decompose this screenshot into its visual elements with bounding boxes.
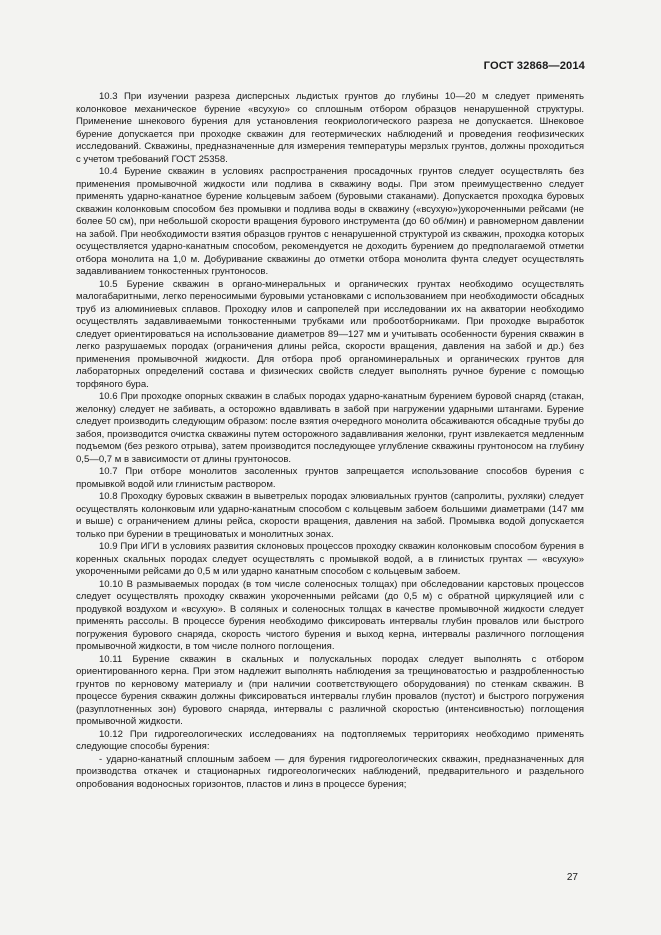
paragraph-10-9: 10.9 При ИГИ в условиях развития склоновых процессов проходку скважин колонковым способом бурения в коренных скальных породах следует осуществлять с промывкой водой, а в глинистых грунтах — «всухую» укороченными рейсами до 0,5 м или ударно канатным способом с кольцевым забоем. xyxy=(76,541,584,577)
standard-header: ГОСТ 32868—2014 xyxy=(483,60,585,72)
paragraph-10-12: 10.12 При гидрогеологических исследованиях на подтопляемых территориях необходимо применять следующие способы бурения: xyxy=(76,728,584,752)
list-item-drilling-method: - ударно-канатный сплошным забоем — для бурения гидрогеологических скважин, предназначенных для производства откачек и стационарных гидрогеологических наблюдений, предварительного и раздельного опробования водоносных горизонтов, пластов и линз в процессе бурения; xyxy=(76,753,584,790)
paragraph-10-10: 10.10 В размываемых породах (в том числе соленосных толщах) при обследовании карстовых процессов следует осуществлять проходку скважин укороченными рейсами (до 0,5 м) с обратной циркуляцией или с продувкой воздухом и «всухую». В соляных и соленосных толщах в качестве промывочной жидкости следует применять рассолы. В процессе бурения необходимо фиксировать интервалы глубин провалов или быстрого погружения бурового снаряда, скорость чистого бурения и выход керна, интервалы различного поглощения промывочной жидкости, в том числе полного поглощения. xyxy=(76,578,584,652)
paragraph-10-8: 10.8 Проходку буровых скважин в выветрелых породах элювиальных грунтов (сапролиты, рухляки) следует осуществлять колонковым или ударно-канатным способом с кольцевым забоем большими диаметрами (147 мм и выше) с ограничением длины рейса, скорости вращения, давления на забой. Промывка водой допускается только при бурении в трещиноватых и монолитных зонах. xyxy=(76,491,584,540)
paragraph-10-5: 10.5 Бурение скважин в органо-минеральных и органических грунтах необходимо осуществлять малогабаритными, легко переносимыми буровыми установками с использованием при необходимости обсадных труб из алюминиевых сплавов. Проходку илов и сапропелей при исследовании их на акватории необходимо осуществлять задавливаемыми тонкостенными трубками или пробоотборниками. При проходке выработок следует ориентироваться на использование диаметров 89—127 мм и учитывать особенности бурения скважин в легко разрушаемых породах (ограничения длины рейса, скорости вращения, давления на забой и др.) без применения промывочной жидкости. Для отбора проб органоминеральных и органических грунтов для лабораторных определений состава и физических свойств следует выполнять ручное бурение с помощью торфяного бура. xyxy=(76,278,584,390)
paragraph-10-11: 10.11 Бурение скважин в скальных и полускальных породах следует выполнять с отбором ориентированного керна. При этом надлежит выполнять наблюдения за трещиноватостью и раздробленностью грунтов по керновому материалу и (при наличии соответствующего оборудования) по стенкам скважин. В процессе бурения скважин должны фиксироваться интервалы глубин провалов (пустот) и быстрого погружения (разуплотненных зон) бурового снаряда, интервалы с различной скоростью (интенсивностью) поглощения промывочной жидкости. xyxy=(76,653,584,727)
paragraph-10-3: 10.3 При изучении разреза дисперсных льдистых грунтов до глубины 10—20 м следует применять колонковое механическое бурение «всухую» со сплошным отбором образцов ненарушенной структуры. Применение шнекового бурения для установления геокриологического разреза не допускается. Шнековое бурение допускается при проходке скважин для геотермических наблюдений и проведения геофизических исследований. Скважины, предназначенные для измерения температуры мерзлых грунтов, должны проходиться с учетом требований ГОСТ 25358. xyxy=(76,91,584,165)
paragraph-10-7: 10.7 При отборе монолитов засоленных грунтов запрещается использование способов бурения с промывкой водой или глинистым раствором. xyxy=(76,466,584,490)
paragraph-10-4: 10.4 Бурение скважин в условиях распространения просадочных грунтов следует осуществлять без применения промывочной жидкости или подлива в скважину воды. При этом преимущественно следует применять ударно-канатное бурение кольцевым забоем (буровыми стаканами). Допускается проходка буровых скважин колонковым способом без промывки и подлива воды в скважину («всухую»)укороченными рейсами (не более 50 см), при небольшой скорости вращения бурового инструмента (до 60 об/мин) и равномерном давлении на забой. При необходимости взятия образцов грунтов с ненарушенной структурой из скважин, проходка которых осуществляется ударно-канатным способом, рекомендуется не доходить бурением до предполагаемой отметки отбора монолита на 1,0 м. Добуривание скважины до отметки отбора монолита фунта следует осуществлять задавливанием тонкостенных грунтоносов. xyxy=(76,166,584,277)
paragraph-10-6: 10.6 При проходке опорных скважин в слабых породах ударно-канатным бурением буровой снаряд (стакан, желонку) следует не забивать, а осторожно вдавливать в забой при нагружении ударными штангами. Бурение следует производить следующим образом: после взятия очередного монолита обсаживаются обсадные трубы до забоя, производится очистка скважины путем осторожного задавливания желонки, грунт извлекается медленным подъемом (без резкого отрыва), затем производится последующее углубление скважины грунтоносом на глубину 0,5—0,7 м в зависимости от длины грунтоносов. xyxy=(76,391,584,465)
page-number: 27 xyxy=(566,872,578,883)
body-text xyxy=(76,91,584,791)
